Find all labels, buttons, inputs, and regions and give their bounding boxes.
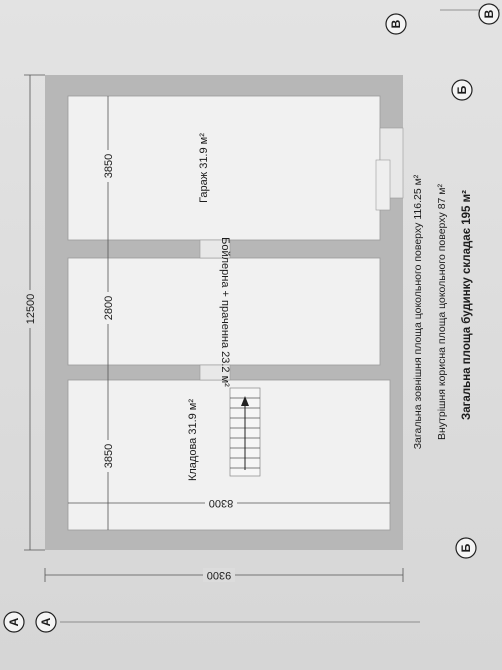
note-external-area: Загальна зовнішня площа цокольного поверху 116.25 м² (412, 174, 424, 450)
dim-overall-length-label: 12500 (25, 293, 37, 325)
svg-text:Б: Б (455, 85, 469, 95)
axis-marker-a-lower (4, 612, 24, 632)
svg-text:А: А (7, 617, 21, 627)
dim-overall-width-label: 9300 (206, 569, 232, 581)
axis-marker-b-right (452, 80, 472, 100)
axis-marker-v-top (479, 4, 499, 24)
svg-text:Б: Б (459, 543, 473, 553)
dim-garage-length: 3850 (103, 153, 115, 179)
room-label-boiler: Бойлерна + праченна 23.2 м² (219, 237, 231, 387)
axis-marker-b-left (456, 538, 476, 558)
axis-marker-v-right (386, 14, 406, 34)
garage-gate-jamb (376, 160, 390, 210)
svg-text:В: В (482, 9, 496, 19)
dim-boiler-length: 2800 (103, 295, 115, 321)
dim-room-lengths (101, 96, 115, 530)
dim-overall-length (23, 75, 45, 550)
svg-text:А: А (39, 617, 53, 627)
staircase (230, 388, 260, 476)
dim-overall-width (45, 568, 403, 582)
axis-marker-a-upper (36, 612, 56, 632)
svg-text:В: В (389, 19, 403, 29)
room-label-garage: Гараж 31.9 м² (198, 133, 210, 203)
note-internal-area: Внутрішня корисна площа цокольного поверху 87 м² (436, 183, 448, 441)
dim-inner-width-label: 8300 (208, 497, 234, 509)
dim-storage-length: 3850 (103, 443, 115, 469)
note-total-area: Загальна площа будинку складає 195 м² (461, 190, 473, 420)
room-label-storage: Кладова 31.9 м² (187, 398, 199, 482)
